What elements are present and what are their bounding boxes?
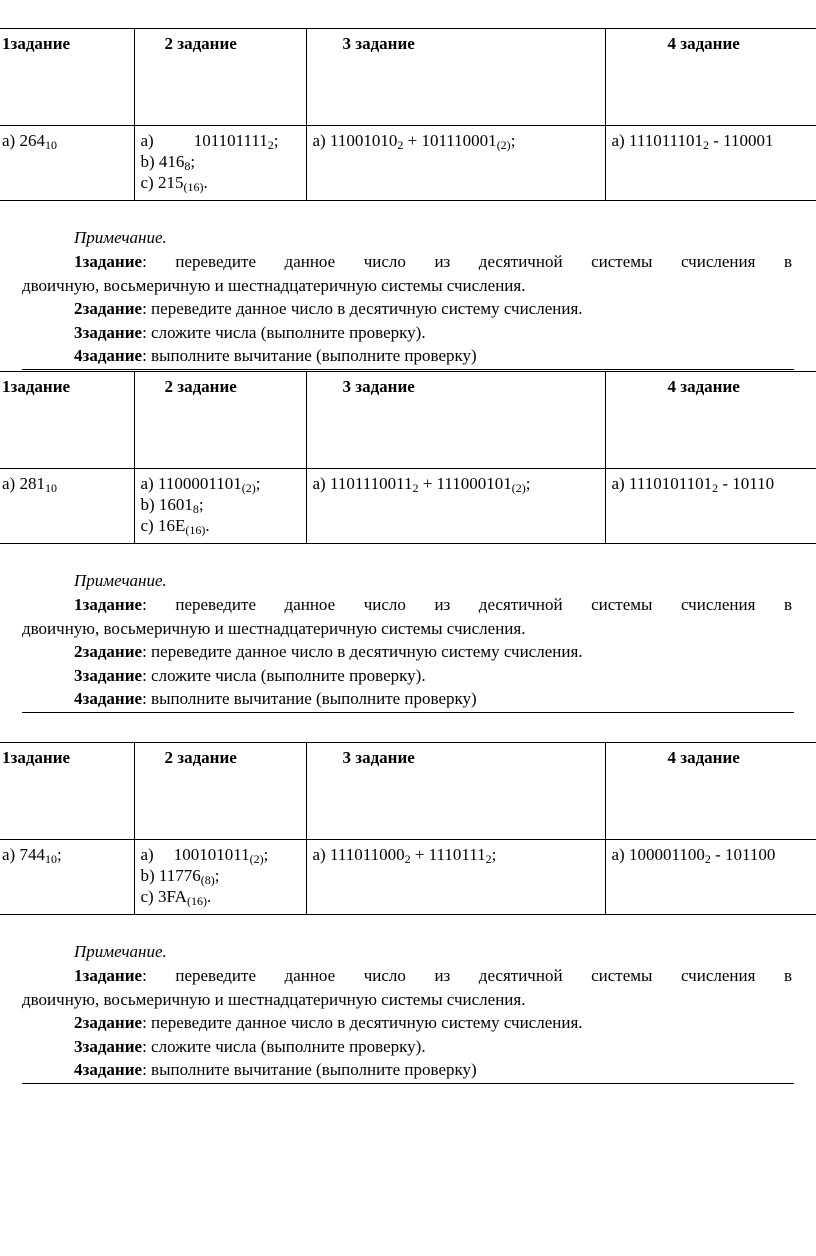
task-3-cell: а) $1101110011_2 + 111000101_{(2)}$; xyxy=(306,469,605,544)
note-task-3: 3задание: сложите числа (выполните проверку). xyxy=(74,1037,426,1056)
task-2-item-c: c) $3FA_{(16)}$. xyxy=(140,887,212,908)
divider xyxy=(22,369,794,370)
task-3-cell: а) $11001010_2 + 101110001_{(2)}$; xyxy=(306,126,605,201)
divider xyxy=(22,712,794,713)
header-task-1: 1задание xyxy=(0,29,134,126)
task-2-item-a: а) $1100001101_{(2)}$; xyxy=(140,474,261,495)
header-task-3: 3 задание xyxy=(306,29,605,126)
table-header-row xyxy=(0,372,816,469)
task-4-cell: а) $100001100_2 - 101100$ xyxy=(605,840,816,915)
task-1-cell: а) $281_{10}$ xyxy=(0,469,134,544)
header-task-2: 2 задание xyxy=(134,372,306,469)
task-1-cell: а) $264_{10}$ xyxy=(0,126,134,201)
divider xyxy=(22,1083,794,1084)
note-task-2: 2задание: переведите данное число в десятичную систему счисления. xyxy=(74,642,583,661)
note-task-4: 4задание: выполните вычитание (выполните проверку) xyxy=(74,1060,477,1079)
note-task-1-line-1: 1задание: переведите данное число из десятичной системы счисления в xyxy=(74,252,792,271)
note-title: Примечание. xyxy=(74,228,167,247)
table-header-row xyxy=(0,743,816,840)
task-2-item-b: b) $11776_{(8)}$; xyxy=(140,866,220,887)
header-task-1: 1задание xyxy=(0,372,134,469)
task-2-item-a: а) $101101111_2$; xyxy=(140,131,279,152)
task-2-item-a: а) $100101011_{(2)}$; xyxy=(140,845,269,866)
task-table xyxy=(0,28,816,201)
header-task-2: 2 задание xyxy=(134,29,306,126)
note-task-4: 4задание: выполните вычитание (выполните проверку) xyxy=(74,689,477,708)
header-task-4: 4 задание xyxy=(605,29,816,126)
task-table xyxy=(0,742,816,915)
task-4-cell: а) $111011101_2 - 110001$ xyxy=(605,126,816,201)
header-task-4: 4 задание xyxy=(605,372,816,469)
table-row xyxy=(0,469,816,544)
note-task-3: 3задание: сложите числа (выполните проверку). xyxy=(74,323,426,342)
note-task-4: 4задание: выполните вычитание (выполните проверку) xyxy=(74,346,477,365)
header-task-3: 3 задание xyxy=(306,743,605,840)
note-task-1-line-2: двоичную, восьмеричную и шестнадцатеричную системы счисления. xyxy=(22,990,526,1009)
table-row xyxy=(0,840,816,915)
task-1-cell: а) $744_{10}$; xyxy=(0,840,134,915)
task-2-cell xyxy=(134,840,306,915)
task-2-item-b: b) $1601_8$; xyxy=(140,495,204,516)
table-header-row xyxy=(0,29,816,126)
header-task-1: 1задание xyxy=(0,743,134,840)
note-task-2: 2задание: переведите данное число в десятичную систему счисления. xyxy=(74,1013,583,1032)
task-4-cell: а) $1110101101_2 - 10110$ xyxy=(605,469,816,544)
task-2-cell xyxy=(134,126,306,201)
task-2-item-b: b) $416_8$; xyxy=(140,152,196,173)
header-task-2: 2 задание xyxy=(134,743,306,840)
task-3-cell: а) $111011000_2 + 1110111_2$; xyxy=(306,840,605,915)
note-task-1-line-1: 1задание: переведите данное число из десятичной системы счисления в xyxy=(74,966,792,985)
task-2-cell xyxy=(134,469,306,544)
task-2-item-c: c) $215_{(16)}$. xyxy=(140,173,208,194)
note-title: Примечание. xyxy=(74,942,167,961)
header-task-3: 3 задание xyxy=(306,372,605,469)
header-task-4: 4 задание xyxy=(605,743,816,840)
note-task-1-line-2: двоичную, восьмеричную и шестнадцатеричную системы счисления. xyxy=(22,276,526,295)
task-2-item-c: c) $16E_{(16)}$. xyxy=(140,516,210,537)
note-task-2: 2задание: переведите данное число в десятичную систему счисления. xyxy=(74,299,583,318)
task-table xyxy=(0,371,816,544)
note-title: Примечание. xyxy=(74,571,167,590)
table-row xyxy=(0,126,816,201)
note-task-1-line-2: двоичную, восьмеричную и шестнадцатеричную системы счисления. xyxy=(22,619,526,638)
note-task-3: 3задание: сложите числа (выполните проверку). xyxy=(74,666,426,685)
note-task-1-line-1: 1задание: переведите данное число из десятичной системы счисления в xyxy=(74,595,792,614)
